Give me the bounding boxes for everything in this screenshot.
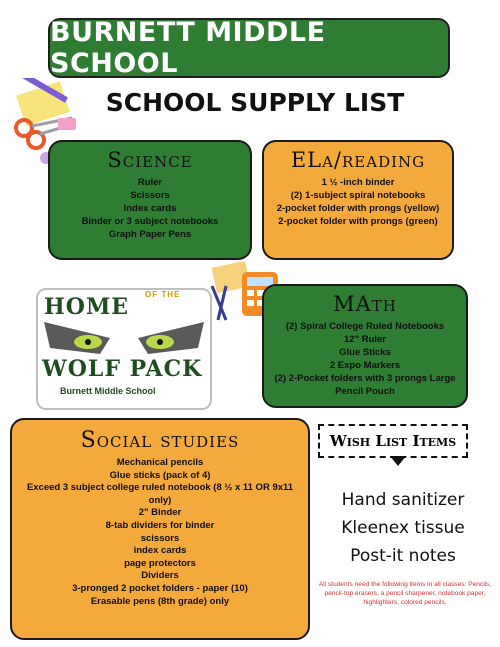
list-item: 2" Binder [138,507,182,519]
list-item: 1 ½ -inch binder [321,177,395,188]
math-heading: MAth [333,292,397,316]
social-heading: Social studies [80,428,240,453]
list-item: Post-it notes [350,546,456,566]
science-list [50,176,250,241]
list-item: 3-pronged 2 pocket folders - paper (10) [72,582,248,594]
list-item: Erasable pens (8th grade) only [90,595,230,607]
list-item: Ruler [137,177,163,188]
list-item: Scissors [130,190,170,201]
logo-text-home: HOME [44,294,130,320]
social-studies-box [10,418,310,640]
page-title: SCHOOL SUPPLY LIST [105,88,405,117]
list-item: index cards [133,545,187,557]
wolf-eyes-icon [40,318,208,358]
wish-list-title: Wish List Items [329,432,457,450]
list-item: Exceed 3 subject college ruled notebook (8 ½ x 11 OR 9x11 only) [26,482,294,506]
list-item: Kleenex tissue [341,518,465,538]
list-item: Pencil Pouch [335,386,395,397]
list-item: (2) 1-subject spiral notebooks [290,190,426,201]
ela-list [264,176,452,228]
social-list [12,457,308,608]
list-item: Hand sanitizer [341,490,465,510]
list-item: Graph Paper Pens [108,229,192,240]
all-classes-note: All students need the following items in all classes: Pencils, pencil-top erasers, a pencil sharpener, notebook paper, highlighters, colored pencils. [318,581,492,606]
logo-text-of-the: OF THE [145,290,181,299]
wish-list [318,486,488,570]
list-item: scissors [140,532,180,544]
logo-text-wolf-pack: WOLF PACK [42,356,203,382]
wish-list-heading [318,424,468,458]
ela-heading: ELa/reading [290,148,426,172]
science-heading: Science [107,148,193,172]
speech-bubble-tail [390,456,406,466]
list-item: 12" Ruler [344,334,386,345]
list-item: Dividers [141,570,179,582]
list-item: 2-pocket folder with prongs (green) [278,216,438,227]
math-box [262,284,468,408]
school-name-banner [48,18,450,78]
list-item: 2-pocket folder with prongs (yellow) [276,203,440,214]
list-item: page protectors [124,557,196,569]
school-name: BURNETT MIDDLE SCHOOL [50,17,326,79]
list-item: 2 Expo Markers [329,360,401,371]
ela-box [262,140,454,260]
science-box [48,140,252,260]
list-item: (2) Spiral College Ruled Notebooks [285,321,445,332]
list-item: Index cards [123,203,177,214]
list-item: 8-tab dividers for binder [105,519,215,531]
logo-text-school: Burnett Middle School [60,386,156,396]
math-list [264,320,466,398]
list-item: Mechanical pencils [116,457,204,468]
list-item: Glue sticks (pack of 4) [109,469,211,481]
list-item: Binder or 3 subject notebooks [81,216,219,227]
list-item: (2) 2-Pocket folders with 3 prongs Large [274,373,456,384]
list-item: Glue Sticks [339,347,391,358]
